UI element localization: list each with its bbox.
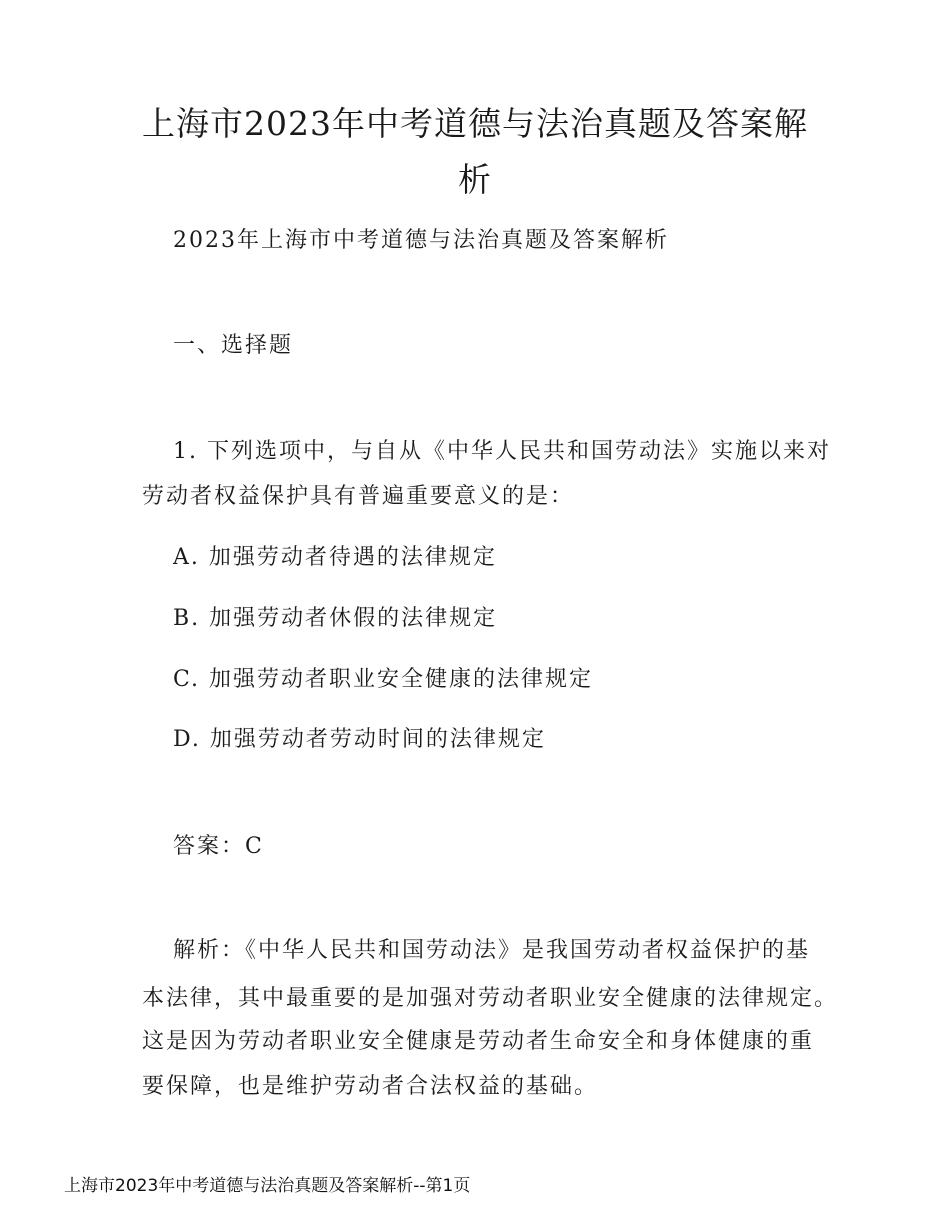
document-title <box>130 96 820 208</box>
analysis-line-1: 解析：《中华人民共和国劳动法》是我国劳动者权益保护的基 <box>173 938 811 963</box>
analysis-line-4: 要保障，也是维护劳动者合法权益的基础。 <box>142 1074 599 1099</box>
option-c: C. 加强劳动者职业安全健康的法律规定 <box>173 667 594 692</box>
option-d: D. 加强劳动者劳动时间的法律规定 <box>173 727 546 752</box>
question-stem-line-2: 劳动者权益保护具有普遍重要意义的是： <box>142 484 575 509</box>
analysis-line-2: 本法律，其中最重要的是加强对劳动者职业安全健康的法律规定。 <box>142 986 839 1011</box>
analysis-line-3: 这是因为劳动者职业安全健康是劳动者生命安全和身体健康的重 <box>142 1029 815 1054</box>
title-line-2: 析 <box>458 160 492 199</box>
answer-line: 答案：C <box>173 834 264 859</box>
section-heading: 一、选择题 <box>173 333 294 358</box>
option-a: A. 加强劳动者待遇的法律规定 <box>173 545 497 570</box>
question-stem-line-1: 1. 下列选项中，与自从《中华人民共和国劳动法》实施以来对 <box>173 439 831 464</box>
document-subtitle: 2023年上海市中考道德与法治真题及答案解析 <box>173 228 669 253</box>
title-line-1: 上海市2023年中考道德与法治真题及答案解 <box>142 104 808 143</box>
page-footer: 上海市2023年中考道德与法治真题及答案解析--第1页 <box>64 1176 471 1196</box>
option-b: B. 加强劳动者休假的法律规定 <box>173 606 498 631</box>
